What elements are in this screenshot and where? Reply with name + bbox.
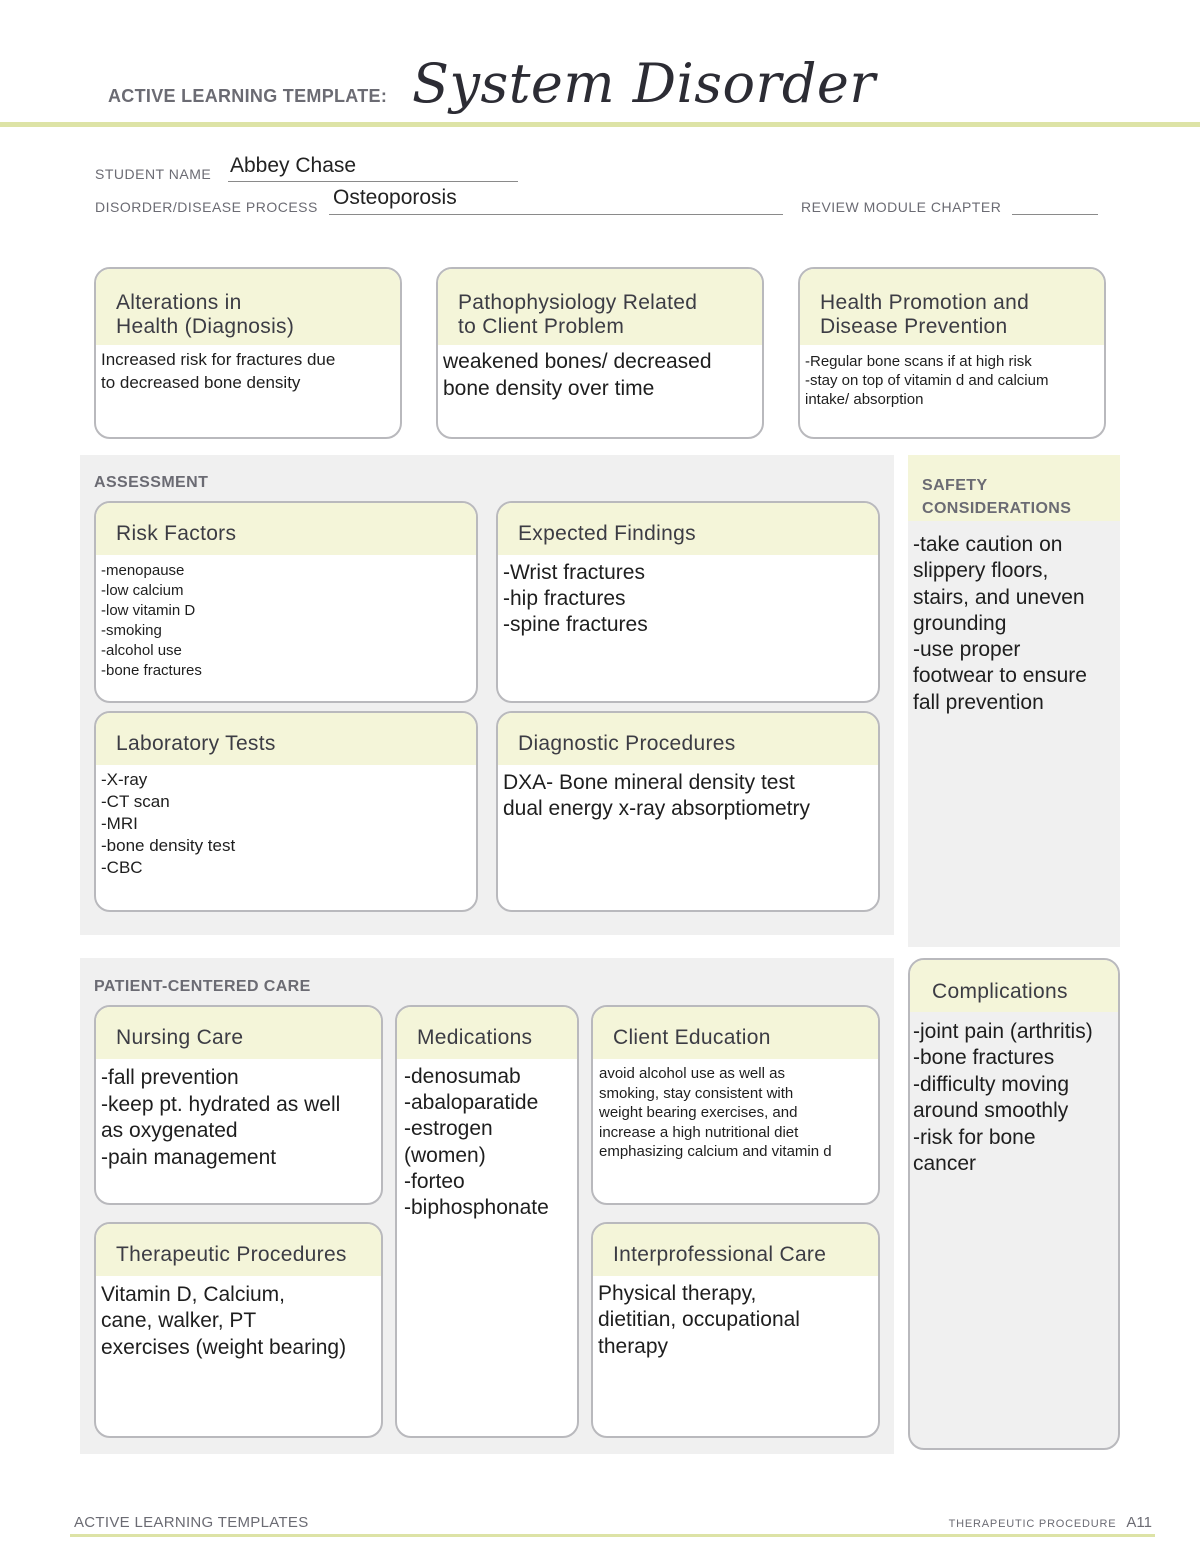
risk-factors-body[interactable]: -menopause -low calcium -low vitamin D -smoking -alcohol use -bone fractures [101,562,202,679]
medications-body[interactable]: -denosumab -abaloparatide -estrogen (women) -forteo -biphosphonate [404,1065,549,1220]
pathophysiology-title: Pathophysiology Related to Client Problem [438,269,762,345]
diagnostic-procedures-title: Diagnostic Procedures [498,713,878,765]
therapeutic-procedures-title: Therapeutic Procedures [96,1224,381,1276]
page-title: System Disorder [412,52,876,115]
disorder-label: DISORDER/DISEASE PROCESS [95,199,318,215]
client-education-title: Client Education [593,1007,878,1059]
alterations-body[interactable]: Increased risk for fractures due to decreased bone density [101,350,336,392]
health-promotion-title: Health Promotion and Disease Prevention [800,269,1104,345]
disorder-line [329,214,783,215]
complications-card [908,958,1120,1450]
complications-body[interactable]: -joint pain (arthritis) -bone fractures -difficulty moving around smoothly -risk for bone cancer [913,1020,1093,1176]
client-education-card [591,1005,880,1205]
assessment-title: ASSESSMENT [94,474,209,491]
medications-title: Medications [397,1007,577,1059]
safety-title: SAFETY CONSIDERATIONS [922,477,1072,517]
diagnostic-procedures-card [496,711,880,912]
interprofessional-care-body[interactable]: Physical therapy, dietitian, occupational therapy [598,1282,800,1358]
health-promotion-card [798,267,1106,439]
alterations-title: Alterations in Health (Diagnosis) [96,269,400,345]
pathophysiology-card [436,267,764,439]
risk-factors-title: Risk Factors [96,503,476,555]
expected-findings-card [496,501,880,703]
alterations-card [94,267,402,439]
interprofessional-care-title: Interprofessional Care [593,1224,878,1276]
disorder-value[interactable]: Osteoporosis [333,186,457,209]
client-education-body[interactable]: avoid alcohol use as well as smoking, stay consistent with weight bearing exercises, and increase a high nutritional diet emphasizing calcium and vitamin d [599,1065,832,1160]
laboratory-tests-body[interactable]: -X-ray -CT scan -MRI -bone density test -CBC [101,770,236,877]
student-name-value[interactable]: Abbey Chase [230,154,357,177]
expected-findings-title: Expected Findings [498,503,878,555]
laboratory-tests-title: Laboratory Tests [96,713,476,765]
footer-divider [70,1534,1155,1537]
header-divider [0,122,1200,127]
nursing-care-title: Nursing Care [96,1007,381,1059]
review-module-label: REVIEW MODULE CHAPTER [801,199,1002,215]
template-label: ACTIVE LEARNING TEMPLATE: [108,86,388,106]
nursing-care-card [94,1005,383,1205]
medications-card [395,1005,579,1438]
therapeutic-procedures-body[interactable]: Vitamin D, Calcium, cane, walker, PT exercises (weight bearing) [101,1283,347,1359]
footer-left-label: ACTIVE LEARNING TEMPLATES [74,1514,309,1531]
complications-title: Complications [910,960,1118,1012]
expected-findings-body[interactable]: -Wrist fractures -hip fractures -spine fractures [503,561,648,636]
risk-factors-card [94,501,478,703]
laboratory-tests-card [94,711,478,912]
therapeutic-procedures-card [94,1222,383,1438]
pathophysiology-body[interactable]: weakened bones/ decreased bone density over time [443,350,712,400]
review-module-line[interactable] [1012,214,1098,215]
student-name-line [228,181,518,182]
diagnostic-procedures-body[interactable]: DXA- Bone mineral density test dual energy x-ray absorptiometry [503,771,810,820]
nursing-care-body[interactable]: -fall prevention -keep pt. hydrated as well as oxygenated -pain management [101,1066,341,1169]
footer-page-number: A11 [1126,1514,1152,1531]
patient-care-title: PATIENT-CENTERED CARE [94,978,311,995]
safety-body[interactable]: -take caution on slippery floors, stairs, and uneven grounding -use proper footwear to ensure fall prevention [913,533,1087,714]
student-name-label: STUDENT NAME [95,166,212,182]
health-promotion-body[interactable]: -Regular bone scans if at high risk -stay on top of vitamin d and calcium intake/ absorption [805,353,1049,408]
interprofessional-care-card [591,1222,880,1438]
footer-right [949,1514,1152,1531]
footer-section-label: THERAPEUTIC PROCEDURE [948,1518,1117,1530]
